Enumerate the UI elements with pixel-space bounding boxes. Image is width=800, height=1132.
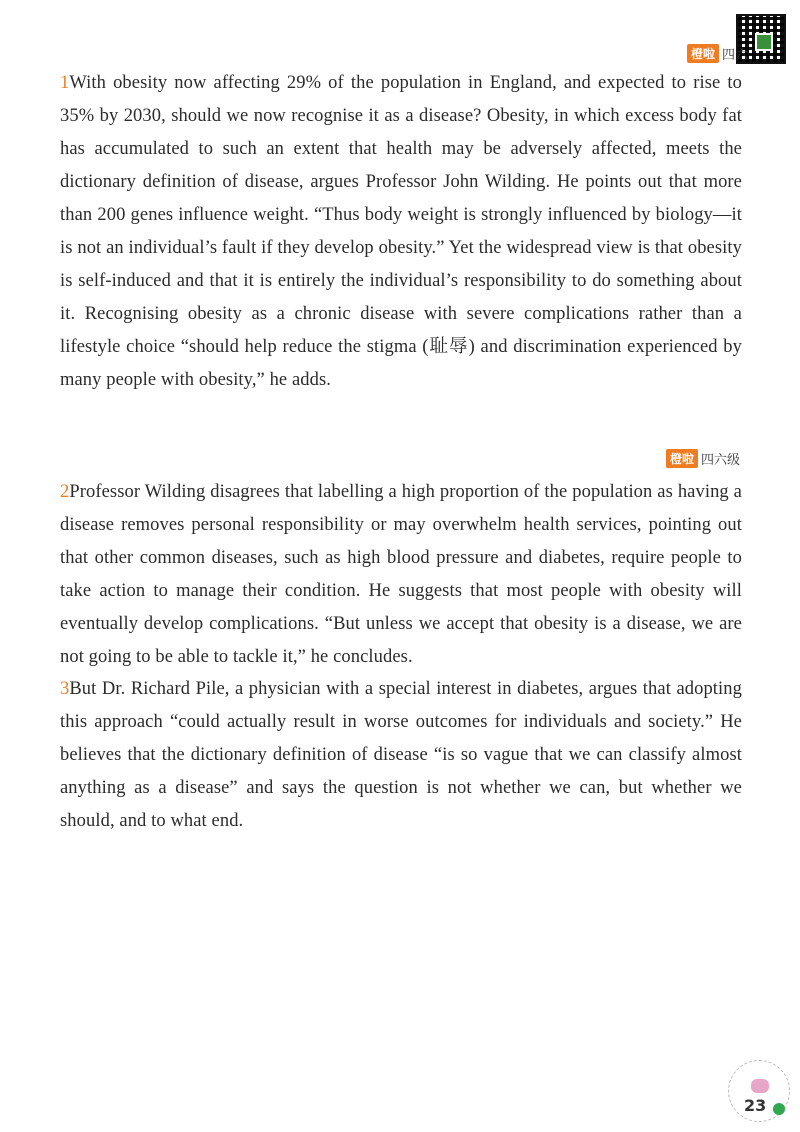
paragraph-2 <box>60 476 742 674</box>
brand-text: 四六级 <box>700 453 740 468</box>
paragraph-number: 2 <box>60 482 70 502</box>
qr-logo <box>755 33 773 51</box>
brand-header-mid <box>666 449 740 468</box>
pig-icon <box>751 1079 769 1093</box>
brand-header-top <box>687 44 748 63</box>
green-dot-icon <box>773 1103 785 1115</box>
paragraph-number: 3 <box>60 679 70 699</box>
page-number: 23 <box>744 1096 767 1115</box>
brand-text: 四六 <box>721 48 748 63</box>
brand-badge: 橙啦 <box>666 449 698 468</box>
paragraph-3 <box>60 673 742 838</box>
brand-badge: 橙啦 <box>687 44 719 63</box>
paragraph-1 <box>60 67 742 397</box>
paragraph-text: With obesity now affecting 29% of the population in England, and expected to rise to 35% by 2030, should we now recognise it as a disease? Obesity, in which excess body fat has accumulated to such an extent that health may be adversely affected, meets the dictionary definition of disease, argues Professor John Wilding. He points out that more than 200 genes influence weight. “Thus body weight is strongly influenced by biology—it is not an individual’s fault if they develop obesity.” Yet the widespread view is that obesity is self-induced and that it is entirely the individual’s responsibility to do something about it. Recognising obesity as a chronic disease with severe complications rather than a lifestyle choice “should help reduce the stigma (耻辱) and discrimination experienced by many people with obesity,” he adds. <box>60 73 742 390</box>
paragraph-number: 1 <box>60 73 70 93</box>
paragraph-text: But Dr. Richard Pile, a physician with a special interest in diabetes, argues that adopting this approach “could actually result in worse outcomes for individuals and society.” He believes that the dictionary definition of disease “is so vague that we can classify almost anything as a disease” and says the question is not whether we can, but whether we should, and to what end. <box>60 679 742 831</box>
paragraph-text: Professor Wilding disagrees that labelling a high proportion of the population as having a disease removes personal responsibility or may overwhelm health services, pointing out that other common diseases, such as high blood pressure and diabetes, require people to take action to manage their condition. He suggests that most people with obesity will eventually develop complications. “But unless we accept that obesity is a disease, we are not going to be able to tackle it,” he concludes. <box>60 482 742 667</box>
